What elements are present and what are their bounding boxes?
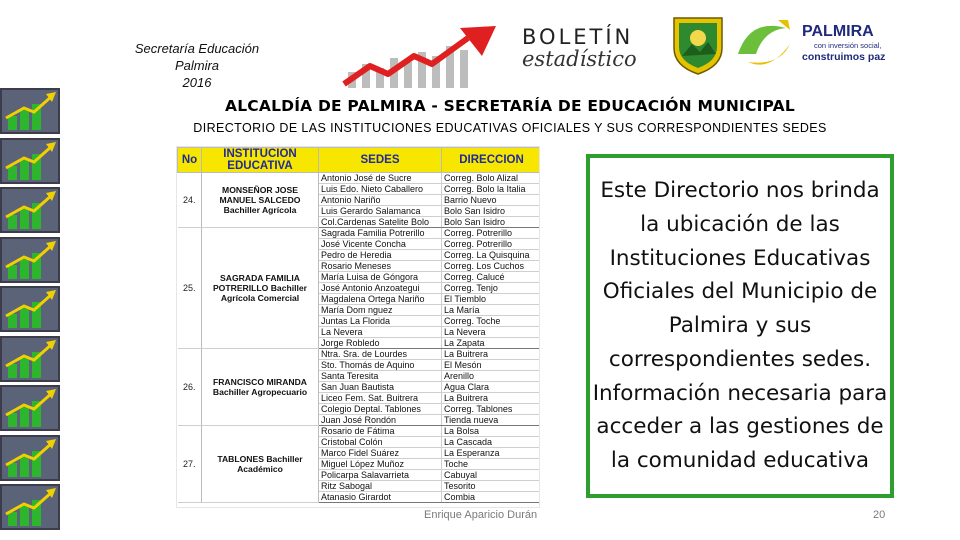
growth-chart-thumbnail-icon xyxy=(0,187,60,233)
direccion-cell: Bolo San Isidro xyxy=(442,217,541,228)
sede-cell: Rosario de Fátima xyxy=(319,426,442,437)
sede-cell: Santa Teresita xyxy=(319,371,442,382)
institution-name: FRANCISCO MIRANDA Bachiller Agropecuario xyxy=(202,349,319,426)
direccion-cell: El Mesón xyxy=(442,360,541,371)
palmira-logo-icon xyxy=(730,14,890,76)
sede-cell: Pedro de Heredia xyxy=(319,250,442,261)
direccion-cell: Correg. Calucé xyxy=(442,272,541,283)
institution-name: TABLONES Bachiller Académico xyxy=(202,426,319,503)
rising-arrow-icon xyxy=(340,22,505,90)
header-direccion: DIRECCION xyxy=(442,148,541,173)
sede-cell: Atanasio Girardot xyxy=(319,492,442,503)
direccion-cell: Barrio Nuevo xyxy=(442,195,541,206)
directory-table-image xyxy=(176,146,540,508)
header-institucion: INSTITUCION EDUCATIVA xyxy=(202,148,319,173)
growth-chart-thumbnail-icon xyxy=(0,435,60,481)
sede-cell: Luis Gerardo Salamanca xyxy=(319,206,442,217)
growth-chart-thumbnail-icon xyxy=(0,88,60,134)
sede-cell: San Juan Bautista xyxy=(319,382,442,393)
palmira-tag-2: construimos paz xyxy=(802,51,886,63)
direccion-cell: Correg. Toche xyxy=(442,316,541,327)
thumbnail-strip xyxy=(0,88,62,534)
sede-cell: Juan José Rondón xyxy=(319,415,442,426)
direccion-cell: Correg. Tenjo xyxy=(442,283,541,294)
boletin-word: BOLETÍN xyxy=(522,25,634,49)
direccion-cell: Bolo San Isidro xyxy=(442,206,541,217)
sede-cell: Ritz Sabogal xyxy=(319,481,442,492)
palmira-brand-text: PALMIRA xyxy=(802,23,874,40)
institution-number: 27. xyxy=(178,426,202,503)
footer-author: Enrique Aparicio Durán xyxy=(424,509,538,521)
direccion-cell: Correg. Tablones xyxy=(442,404,541,415)
header-no: No xyxy=(178,148,202,173)
sede-cell: Sagrada Familia Potrerillo xyxy=(319,228,442,239)
growth-chart-thumbnail-icon xyxy=(0,336,60,382)
table-row xyxy=(178,426,541,437)
growth-chart-thumbnail-icon xyxy=(0,286,60,332)
growth-chart-thumbnail-icon xyxy=(0,138,60,184)
page-number: 20 xyxy=(873,509,886,521)
direccion-cell: Tienda nueva xyxy=(442,415,541,426)
direccion-cell: Correg. La Quisquina xyxy=(442,250,541,261)
page-subtitle: DIRECTORIO DE LAS INSTITUCIONES EDUCATIVAS OFICIALES Y SUS CORRESPONDIENTES SEDES xyxy=(193,121,827,135)
sede-cell: La Nevera xyxy=(319,327,442,338)
direccion-cell: Correg. Bolo la Italia xyxy=(442,184,541,195)
table-row xyxy=(178,173,541,184)
boletin-logo xyxy=(522,26,642,70)
directory-message: Este Directorio nos brinda la ubicación de las Instituciones Educativas Oficiales del Municipio de Palmira y sus correspondientes sedes. Información necesaria para acceder a las gestiones de la comunidad educativa xyxy=(592,177,888,474)
sede-cell: Liceo Fem. Sat. Buitrera xyxy=(319,393,442,404)
direccion-cell: La María xyxy=(442,305,541,316)
institution-name: SAGRADA FAMILIA POTRERILLO Bachiller Agrícola Comercial xyxy=(202,228,319,349)
table-row xyxy=(178,228,541,239)
sede-cell: Col.Cardenas Satelite Bolo xyxy=(319,217,442,228)
sede-cell: Marco Fidel Suárez xyxy=(319,448,442,459)
directory-table xyxy=(177,147,540,503)
institution-number: 26. xyxy=(178,349,202,426)
sede-cell: Luis Edo. Nieto Caballero xyxy=(319,184,442,195)
direccion-cell: La Zapata xyxy=(442,338,541,349)
sede-cell: Ntra. Sra. de Lourdes xyxy=(319,349,442,360)
direccion-cell: Correg. Bolo Alizal xyxy=(442,173,541,184)
direccion-cell: Correg. Potrerillo xyxy=(442,239,541,250)
direccion-cell: Arenillo xyxy=(442,371,541,382)
sede-cell: Antonio Nariño xyxy=(319,195,442,206)
sede-cell: Antonio José de Sucre xyxy=(319,173,442,184)
direccion-cell: Combia xyxy=(442,492,541,503)
header-secretaria-text xyxy=(112,40,282,91)
direccion-cell: La Nevera xyxy=(442,327,541,338)
table-header-row xyxy=(178,148,541,173)
sede-cell: José Antonio Anzoategui xyxy=(319,283,442,294)
sede-cell: José Vicente Concha xyxy=(319,239,442,250)
sede-cell: Cristobal Colón xyxy=(319,437,442,448)
municipal-seal-icon xyxy=(670,14,726,76)
sede-cell: Policarpa Salavarrieta xyxy=(319,470,442,481)
direccion-cell: Tesorito xyxy=(442,481,541,492)
sede-cell: Rosario Meneses xyxy=(319,261,442,272)
header-sedes: SEDES xyxy=(319,148,442,173)
institution-number: 25. xyxy=(178,228,202,349)
header-line-1: Secretaría Educación xyxy=(134,41,260,56)
growth-chart-thumbnail-icon xyxy=(0,237,60,283)
sede-cell: María Luisa de Góngora xyxy=(319,272,442,283)
header-line-2: Palmira xyxy=(174,58,220,73)
sede-cell: María Dom nguez xyxy=(319,305,442,316)
direccion-cell: Agua Clara xyxy=(442,382,541,393)
direccion-cell: La Buitrera xyxy=(442,349,541,360)
direccion-cell: Correg. Los Cuchos xyxy=(442,261,541,272)
direccion-cell: La Esperanza xyxy=(442,448,541,459)
growth-chart-thumbnail-icon xyxy=(0,484,60,530)
sede-cell: Colegio Deptal. Tablones xyxy=(319,404,442,415)
sede-cell: Miguel López Muñoz xyxy=(319,459,442,470)
institution-name: MONSEÑOR JOSE MANUEL SALCEDO Bachiller Agrícola xyxy=(202,173,319,228)
direccion-cell: La Bolsa xyxy=(442,426,541,437)
growth-chart-thumbnail-icon xyxy=(0,385,60,431)
direccion-cell: La Cascada xyxy=(442,437,541,448)
palmira-tag-1: con inversión social, xyxy=(814,41,882,50)
table-row xyxy=(178,349,541,360)
institution-number: 24. xyxy=(178,173,202,228)
sede-cell: Sto. Thomás de Aquino xyxy=(319,360,442,371)
direccion-cell: Toche xyxy=(442,459,541,470)
sede-cell: Juntas La Florida xyxy=(319,316,442,327)
direccion-cell: Correg. Potrerillo xyxy=(442,228,541,239)
table-body xyxy=(178,173,541,503)
sede-cell: Jorge Robledo xyxy=(319,338,442,349)
direccion-cell: La Buitrera xyxy=(442,393,541,404)
directory-message-box xyxy=(586,154,894,498)
estadistico-word: estadístico xyxy=(522,47,637,71)
direccion-cell: Cabuyal xyxy=(442,470,541,481)
header-line-3: 2016 xyxy=(182,75,212,90)
sede-cell: Magdalena Ortega Nariño xyxy=(319,294,442,305)
page-title: ALCALDÍA DE PALMIRA - SECRETARÍA DE EDUCACIÓN MUNICIPAL xyxy=(225,97,795,115)
direccion-cell: El Tiemblo xyxy=(442,294,541,305)
